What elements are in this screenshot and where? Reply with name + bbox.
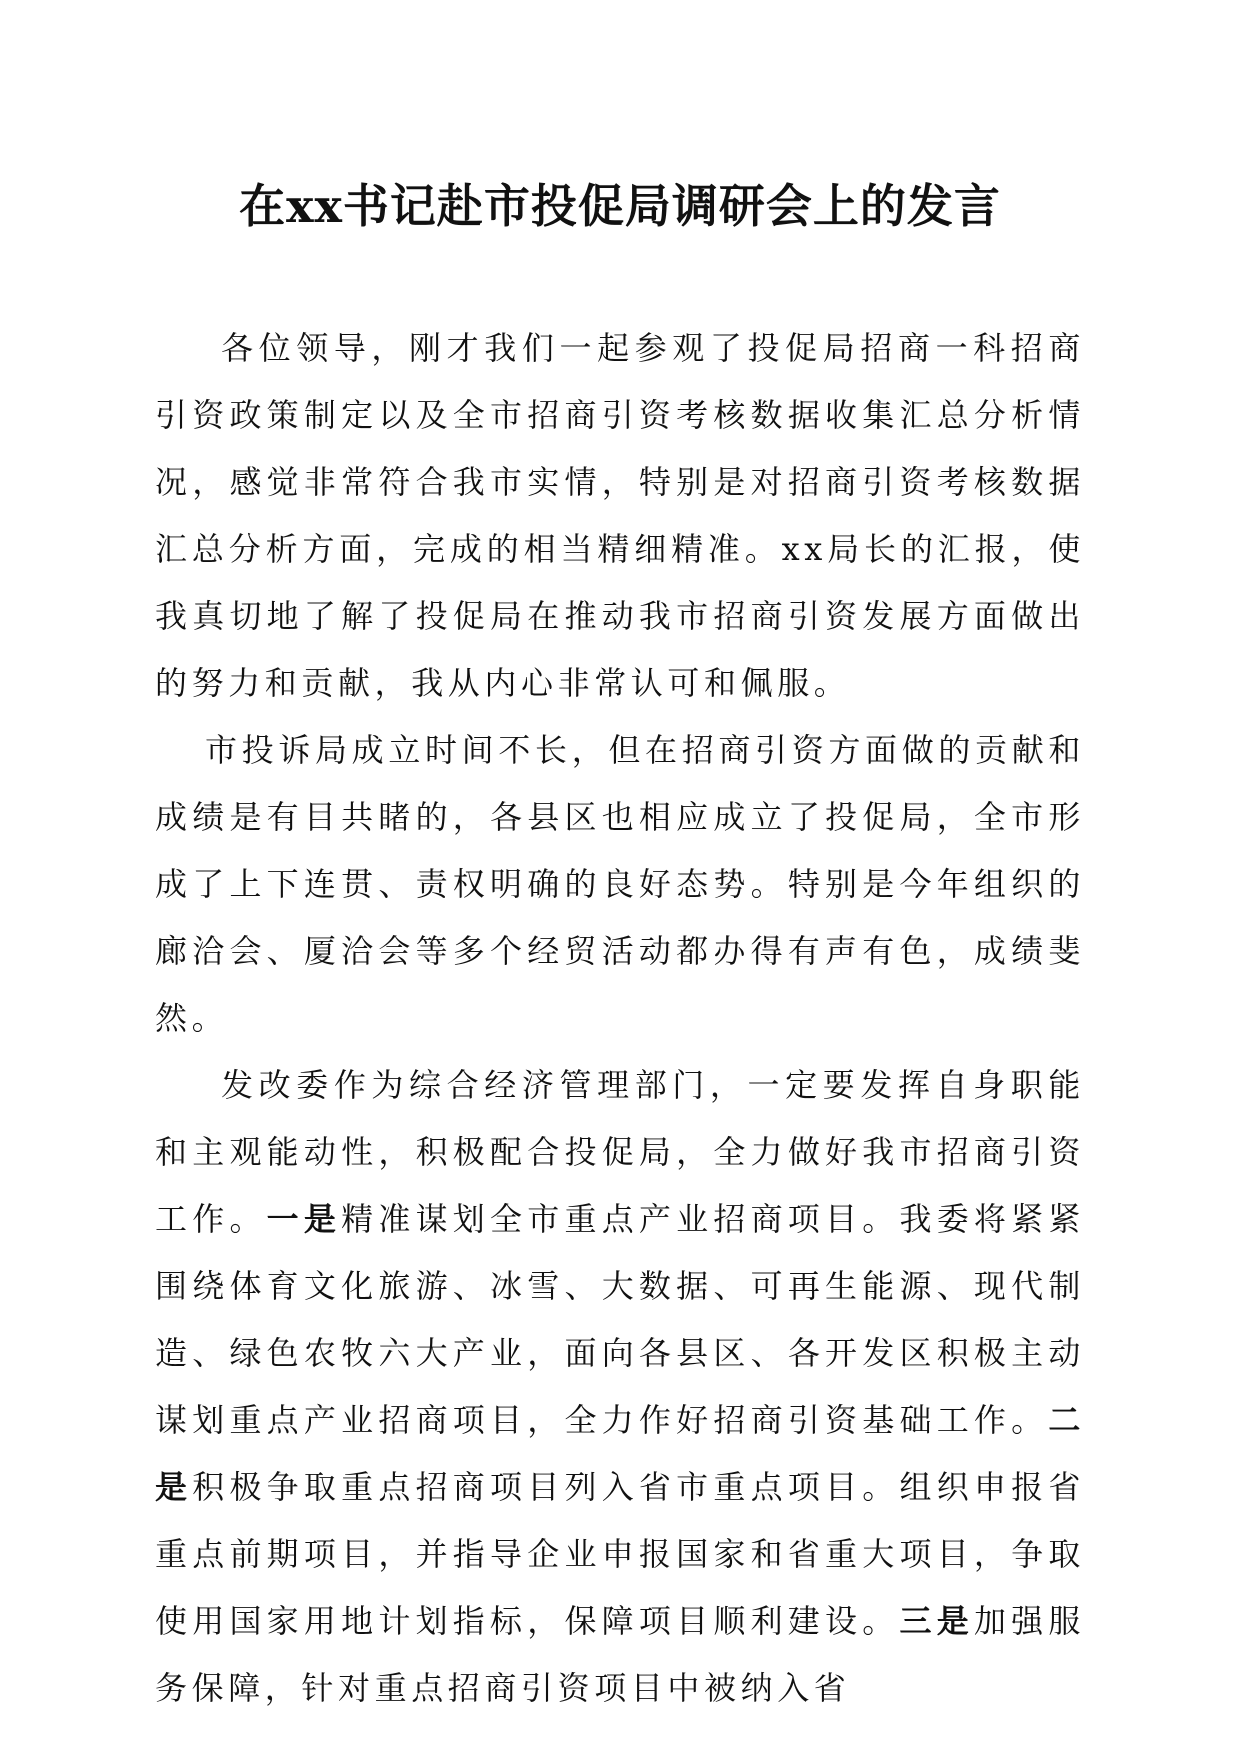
paragraph-2-text: 市投诉局成立时间不长，但在招商引资方面做的贡献和成绩是有目共睹的，各县区也相应成立了投促局，全市形成了上下连贯、责权明确的良好态势。特别是今年组织的廊洽会、厦洽会等多个经贸活动都办得有声有色，成绩斐然。 <box>155 731 1085 1037</box>
paragraph-3 <box>155 1052 1085 1722</box>
point-3-marker: 三是 <box>899 1602 974 1640</box>
point-1-marker: 一是 <box>266 1200 342 1238</box>
point-2-marker: 二是 <box>155 1401 1085 1506</box>
document-title: 在xx书记赴市投促局调研会上的发言 <box>239 179 1001 233</box>
paragraph-3-intro: 发改委作为综合经济管理部门，一定要发挥自身职能和主观能动性，积极配合投促局，全力做好我市招商引资工作。 <box>155 1066 1085 1238</box>
point-2-text: 积极争取重点招商项目列入省市重点项目。组织申报省重点前期项目，并指导企业申报国家和省重大项目，争取使用国家用地计划指标，保障项目顺利建设。 <box>155 1468 1085 1640</box>
document-body <box>155 315 1085 1722</box>
point-3-text: 加强服务保障，针对重点招商引资项目中被纳入省 <box>155 1602 1085 1707</box>
paragraph-1-text: 各位领导，刚才我们一起参观了投促局招商一科招商引资政策制定以及全市招商引资考核数据收集汇总分析情况，感觉非常符合我市实情，特别是对招商引资考核数据汇总分析方面，完成的相当精细精准。xx局长的汇报，使我真切地了解了投促局在推动我市招商引资发展方面做出的努力和贡献，我从内心非常认可和佩服。 <box>155 329 1085 702</box>
paragraph-2 <box>155 717 1085 1052</box>
point-1-text: 精准谋划全市重点产业招商项目。我委将紧紧围绕体育文化旅游、冰雪、大数据、可再生能源、现代制造、绿色农牧六大产业，面向各县区、各开发区积极主动谋划重点产业招商项目，全力作好招商引资基础工作。 <box>155 1200 1085 1439</box>
paragraph-1 <box>155 315 1085 717</box>
